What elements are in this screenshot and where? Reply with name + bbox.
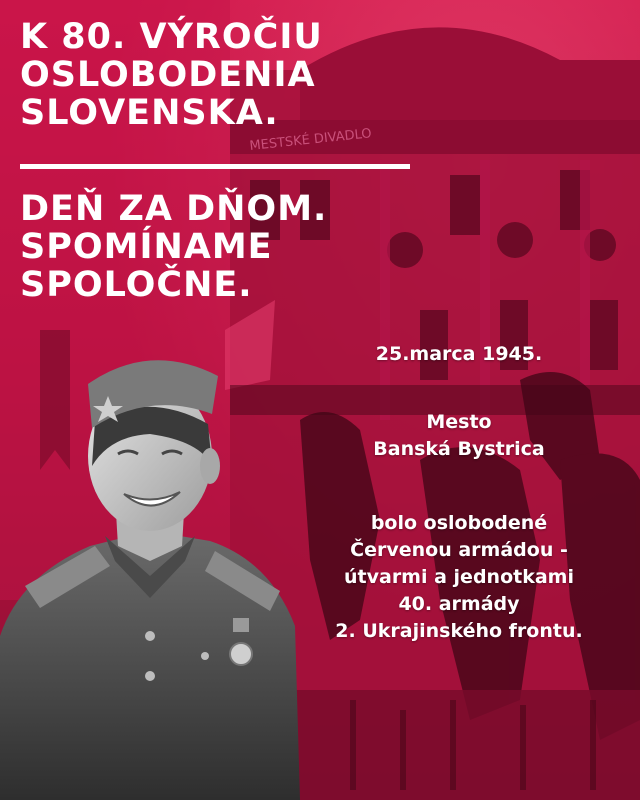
svg-text:MESTSKÉ DIVADLO: MESTSKÉ DIVADLO — [248, 126, 373, 154]
description-line-4: 40. armády — [398, 593, 520, 615]
city-name: Banská Bystrica — [373, 438, 545, 460]
description-line-3: útvarmi a jednotkami — [344, 566, 574, 588]
headline-line-1: K 80. VÝROČIU — [20, 17, 323, 57]
headline-divider — [20, 164, 410, 169]
date-text: 25.marca 1945. — [375, 343, 543, 365]
headline-line-5: SPOMÍNAME — [20, 227, 273, 267]
headline-anniversary — [20, 18, 323, 132]
description-line-5: 2. Ukrajinského frontu. — [335, 620, 583, 642]
headline-line-6: SPOLOČNE. — [20, 265, 253, 305]
description-line-2: Červenou armádou - — [350, 539, 568, 561]
city-label: Mesto — [426, 411, 492, 433]
headline-remembrance — [20, 190, 327, 304]
headline-line-3: SLOVENSKA. — [20, 93, 279, 133]
headline-line-2: OSLOBODENIA — [20, 55, 316, 95]
city-block — [296, 409, 622, 463]
description-line-1: bolo oslobodené — [370, 512, 548, 534]
liberation-date — [296, 341, 622, 368]
headline-line-4: DEŇ ZA DŇOM. — [20, 189, 328, 229]
liberation-description — [296, 510, 622, 645]
soldier-portrait-photo — [0, 336, 300, 800]
